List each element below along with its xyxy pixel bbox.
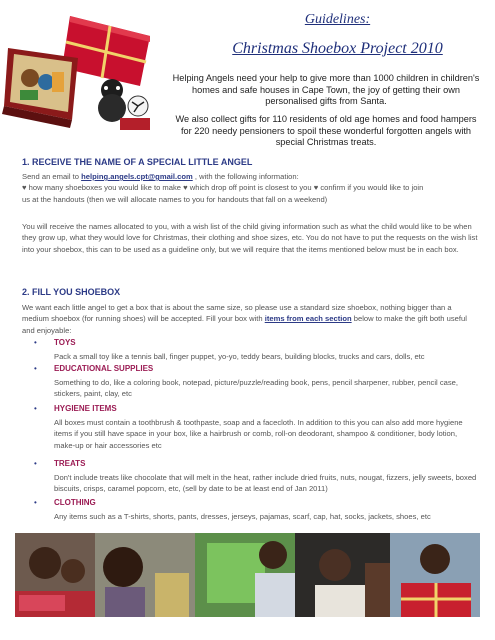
section-1-heading: 1. RECEIVE THE NAME OF A SPECIAL LITTLE ANGEL (22, 157, 253, 167)
bullet-icon: • (34, 364, 37, 373)
item-title: CLOTHING (54, 498, 96, 507)
item-description: Pack a small toy like a tennis ball, finger puppet, yo-yo, teddy bears, building blocks, trucks and cars, dolls, etc (54, 352, 425, 361)
item-description: Any items such as a T-shirts, shorts, pants, dresses, jerseys, pajamas, scarf, cap, hat, socks, jackets, shoes, etc (54, 512, 431, 521)
item-description: Don't include treats like chocolate that will melt in the heat, rather include dried fruits, nuts, nougat, fizzers, jelly sweets, boxed biscuits, crisps, caramel popcorn, etc, (sell by date to be at least end of Jan 2011) (54, 473, 477, 494)
photo-child-4 (295, 533, 390, 617)
item-title: TREATS (54, 459, 86, 468)
heart-icon: ♥ (313, 183, 319, 193)
info-item-dropoff: which drop off point is closest to you (187, 183, 314, 193)
section-2-intro (22, 302, 478, 336)
bullet-icon: • (34, 498, 37, 507)
item-description: All boxes must contain a toothbrush & toothpaste, soap and a facecloth. In addition to this you can also add more hygiene items if you still have space in your box, like a hairbrush or comb, roll-on deodorant, shampoo & conditioner, body lotion, make-up or hair accessories etc (54, 418, 463, 450)
photo-child-2 (95, 533, 195, 617)
photo-child-3 (195, 533, 295, 617)
section-2-intro-b: below to make the gift both useful and enjoyable: (22, 314, 467, 335)
item-title: TOYS (54, 338, 76, 347)
heart-icon: ♥ (22, 183, 27, 193)
photo-child-5 (390, 533, 480, 617)
info-item-boxes: how many shoeboxes you would like to make (26, 183, 184, 193)
section-1-wishlist-paragraph: You will receive the names allocated to you, with a wish list of the child giving information such as what the child would like to be when they grow up, what they would love for Christmas, their clothing and shoe sizes, etc. You do not have to put the requests on the wish list into your shoebox, this can to be used as a guideline only, but we will require that the items mentioned below must be in each box. (22, 222, 478, 254)
email-link[interactable]: helping.angels.cpt@gmail.com (81, 172, 193, 181)
item-title: HYGIENE ITEMS (54, 404, 117, 413)
photo-child-1 (15, 533, 95, 617)
guidelines-title: Guidelines: (304, 12, 371, 27)
project-title: Christmas Shoebox Project 2010 (232, 40, 443, 57)
info-item-handouts: confirm if you would like to join (318, 183, 424, 193)
intro-paragraph-children: Helping Angels need your help to give more than 1000 children in children's homes and safe houses in Cape Town, the joy of getting their own personalised gifts from Santa. (172, 73, 480, 106)
info-item-handouts-cont: us at the handouts (then we will allocate names to you for handouts that fall on a weekend) (22, 194, 328, 204)
bullet-icon: • (34, 404, 37, 413)
heart-icon: ♥ (183, 183, 188, 193)
email-prefix: Send an email to (22, 172, 82, 181)
section-2-heading: 2. FILL YOU SHOEBOX (22, 287, 121, 297)
items-link[interactable]: items from each section (264, 314, 352, 324)
item-title: EDUCATIONAL SUPPLIES (54, 364, 154, 373)
bullet-icon: • (34, 459, 37, 468)
section-1-instructions (22, 171, 478, 205)
email-suffix: , with the following information: (192, 172, 299, 181)
children-photo-strip (15, 533, 480, 617)
item-description: Something to do, like a coloring book, notepad, picture/puzzle/reading book, pens, pencil sharpener, rubber, pencil case, stickers, paint, clay, etc (54, 378, 458, 399)
section-2-intro-a: We want each little angel to get a box that is about the same size, so please use a standard size shoebox, nothing bigger than a medium shoebox (for running shoes) will be accepted. Fill your box with (22, 303, 452, 324)
bullet-icon: • (34, 338, 37, 347)
intro-paragraph-pensioners: We also collect gifts for 110 residents of old age homes and food hampers for 220 needy pensioners to spoil these wonderful forgotten angels with special Christmas treats. (175, 114, 477, 147)
gift-boxes-photo (0, 8, 168, 136)
